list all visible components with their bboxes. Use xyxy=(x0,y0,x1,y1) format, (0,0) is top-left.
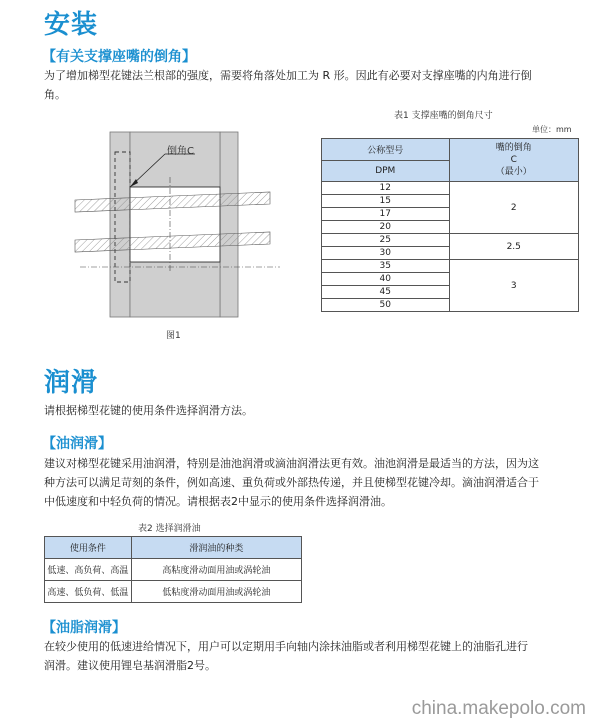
table1-model-cell: 35 xyxy=(322,260,450,273)
lubrication-intro: 请根据梯型花键的使用条件选择润滑方法。 xyxy=(44,404,253,417)
table1-model-cell: 45 xyxy=(322,286,450,299)
section-title-install: 安装 xyxy=(44,10,99,40)
install-paragraph-line: 角。 xyxy=(44,88,66,101)
table2 xyxy=(44,536,302,603)
table2-header-condition: 使用条件 xyxy=(45,537,132,559)
oil-paragraph xyxy=(44,454,589,511)
table2-header-type: 滑润油的种类 xyxy=(131,537,301,559)
subheading-oil: 【油润滑】 xyxy=(42,436,112,452)
bracket-right-wall xyxy=(220,132,238,317)
table1-chamfer-cell: 3 xyxy=(449,260,579,312)
bracket-top xyxy=(130,132,220,187)
bracket-left-wall xyxy=(110,132,130,317)
table1 xyxy=(321,138,579,312)
table2-condition-cell: 高速、低负荷、低温 xyxy=(45,581,132,603)
table2-row xyxy=(45,581,302,603)
table1-unit: 单位：mm xyxy=(532,125,572,134)
table1-model-cell: 30 xyxy=(322,247,450,260)
grease-paragraph xyxy=(44,637,589,675)
table1-header-chamfer-line: C xyxy=(510,155,517,165)
oil-paragraph-line: 种方法可以满足苛刻的条件，例如高速、重负荷或外部热传递，并且使梯型花键冷却。滴油润滑适合于 xyxy=(44,476,539,489)
table1-header-chamfer-line: （最小） xyxy=(495,167,532,177)
install-paragraph-line: 为了增加梯型花键法兰根部的强度，需要将角落处加工为 R 形。因此有必要对支撑座嘴的内角进行倒 xyxy=(44,69,532,82)
table2-row xyxy=(45,559,302,581)
table2-type-cell: 高粘度滑动面用油或涡轮油 xyxy=(131,559,301,581)
table1-model-cell: 20 xyxy=(322,221,450,234)
subheading-grease: 【油脂润滑】 xyxy=(42,620,126,636)
table1-chamfer-cell: 2.5 xyxy=(449,234,579,260)
grease-paragraph-line: 润滑。建议使用锂皂基润滑脂2号。 xyxy=(44,659,216,672)
table1-chamfer-cell: 2 xyxy=(449,182,579,234)
table1-model-cell: 12 xyxy=(322,182,450,195)
table1-header-model: 公称型号 xyxy=(322,139,450,161)
install-paragraph xyxy=(44,66,584,104)
subheading-chamfer: 【有关支撑座嘴的倒角】 xyxy=(42,49,196,65)
section-title-lubrication: 润滑 xyxy=(44,368,99,398)
figure-1-caption: 图1 xyxy=(166,331,181,341)
table1-header-model-sub: DPM xyxy=(322,161,450,182)
table1-caption: 表1 支撑座嘴的倒角尺寸 xyxy=(394,111,493,121)
grease-paragraph-line: 在较少使用的低速进给情况下，用户可以定期用手向轴内涂抹油脂或者利用梯型花键上的油脂孔进行 xyxy=(44,640,528,653)
table1-model-cell: 40 xyxy=(322,273,450,286)
chamfer-label: 倒角C xyxy=(167,146,194,157)
figure-1 xyxy=(70,122,290,341)
table1-model-cell: 50 xyxy=(322,299,450,312)
bracket-bottom xyxy=(130,262,220,317)
table1-header-chamfer xyxy=(449,139,579,182)
table1-model-cell: 15 xyxy=(322,195,450,208)
oil-paragraph-line: 中低速度和中轻负荷的情况。请根据表2中显示的使用条件选择润滑油。 xyxy=(44,495,392,508)
table2-condition-cell: 低速、高负荷、高温 xyxy=(45,559,132,581)
table1-model-cell: 17 xyxy=(322,208,450,221)
oil-paragraph-line: 建议对梯型花键采用油润滑，特别是油池润滑或滴油润滑法更有效。油池润滑是最适当的方法，因为这 xyxy=(44,457,539,470)
table1-model-cell: 25 xyxy=(322,234,450,247)
table1-header-chamfer-line: 嘴的倒角 xyxy=(495,143,532,153)
table2-type-cell: 低粘度滑动面用油或涡轮油 xyxy=(131,581,301,603)
watermark: china.makepolo.com xyxy=(411,698,586,719)
table2-caption: 表2 选择润滑油 xyxy=(138,524,201,534)
